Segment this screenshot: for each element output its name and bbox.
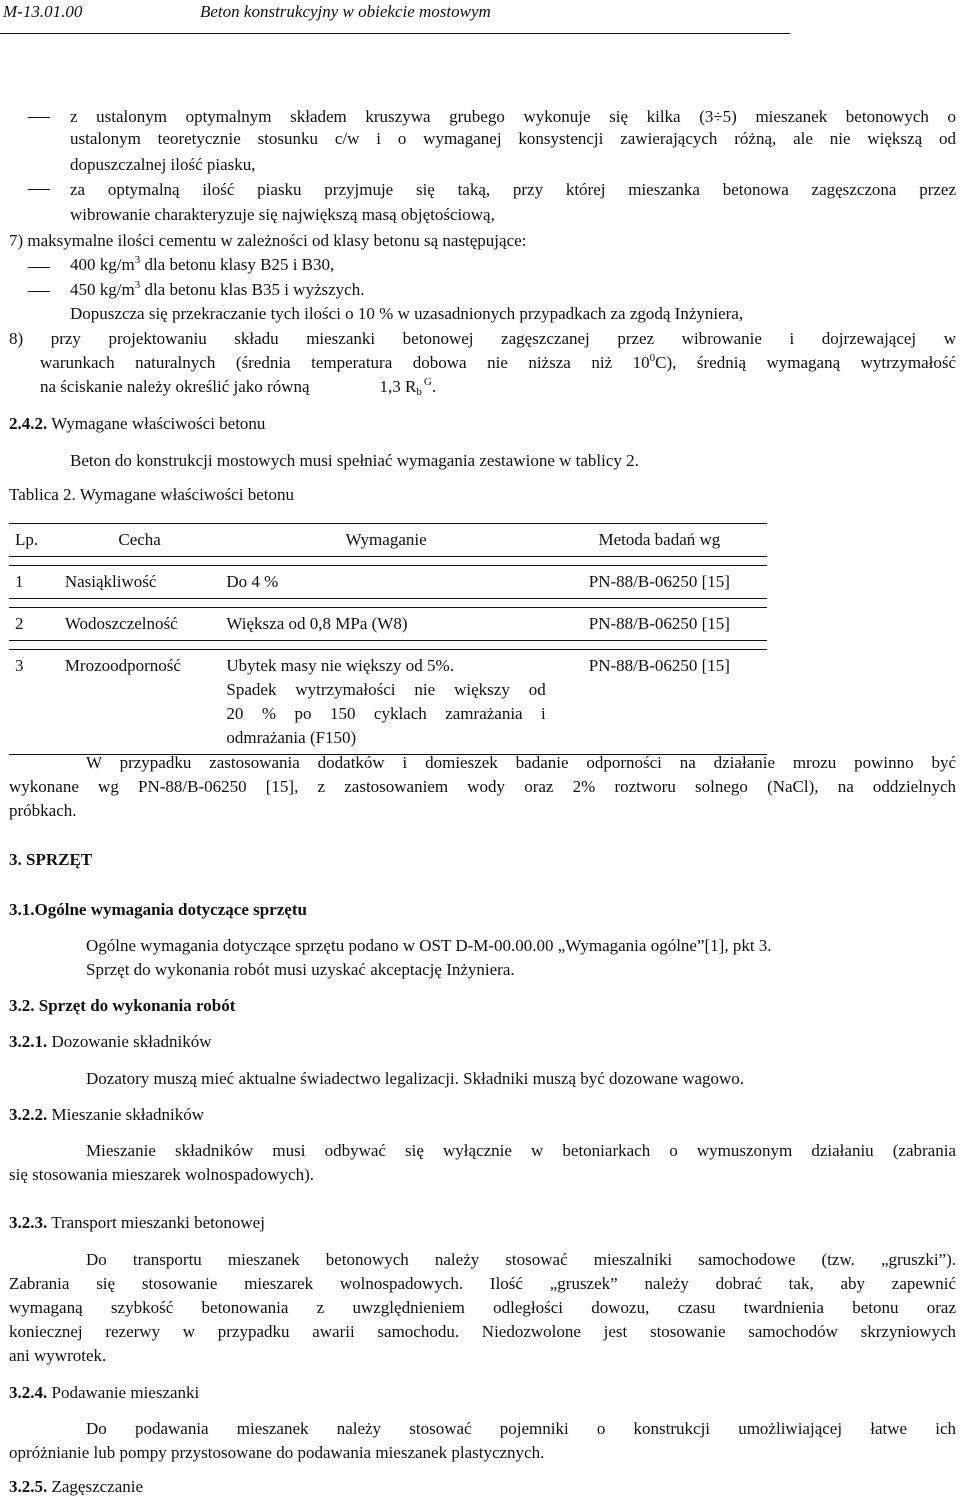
paragraph: Beton do konstrukcji mostowych musi spełniać wymagania zestawione w tablicy 2. (70, 451, 639, 470)
table-cell: PN-88/B-06250 [15] (552, 566, 767, 599)
table-cell: 1 (9, 566, 59, 599)
header-rule (0, 33, 790, 34)
paragraph: Zabrania się stosowanie mieszarek wolnospadowych. Ilość „gruszek” należy dobrać tak, aby zapewnić (9, 1274, 956, 1293)
table-row (9, 608, 767, 641)
section-heading-3: 3. SPRZĘT (9, 850, 93, 869)
requirements-table (9, 523, 767, 755)
section-heading-32: 3.2. Sprzęt do wykonania robót (9, 996, 236, 1015)
column-header: Lp. (9, 524, 59, 557)
list-item-8: 8) przy projektowaniu składu mieszanki betonowej zagęszczanej przez wibrowanie i dojrzewającej w (9, 329, 956, 348)
paragraph: Ogólne wymagania dotyczące sprzętu podano w OST D-M-00.00.00 „Wymagania ogólne”[1], pkt 3. (86, 936, 772, 955)
table-cell: 3 (9, 650, 59, 755)
paragraph: wykonane wg PN-88/B-06250 [15], z zastosowaniem wody oraz 2% roztworu solnego (NaCl), na oddzielnych (9, 777, 956, 796)
list-item-line: za optymalną ilość piasku przyjmuje się taką, przy której mieszanka betonowa zagęszczona przez (70, 180, 956, 199)
list-item-line: ustalonym teoretycznie stosunku c/w i o wymaganej konsystencji zawierających różną, ale nie większą od (70, 129, 956, 148)
paragraph: Dozatory muszą mieć aktualne świadectwo legalizacji. Składniki muszą być dozowane wagowo. (86, 1069, 745, 1088)
section-heading-324: 3.2.4. Podawanie mieszanki (9, 1383, 200, 1402)
paragraph: Do podawania mieszanek należy stosować pojemniki o konstrukcji umożliwiającej łatwe ich (86, 1419, 956, 1438)
section-heading-325: 3.2.5. Zagęszczanie (9, 1477, 144, 1496)
table-cell: Do 4 % (220, 566, 551, 599)
table-cell: Wodoszczelność (59, 608, 221, 641)
column-header: Metoda badań wg (552, 524, 767, 557)
table-cell: Nasiąkliwość (59, 566, 221, 599)
table-cell: PN-88/B-06250 [15] (552, 608, 767, 641)
section-heading-322: 3.2.2. Mieszanie składników (9, 1105, 204, 1124)
table-cell: 2 (9, 608, 59, 641)
table-cell: Większa od 0,8 MPa (W8) (220, 608, 551, 641)
table-caption: Tablica 2. Wymagane właściwości betonu (9, 485, 294, 504)
page-header (0, 0, 960, 40)
paragraph: próbkach. (9, 801, 77, 820)
section-heading-321: 3.2.1. Dozowanie składników (9, 1032, 212, 1051)
list-item-line: z ustalonym optymalnym składem kruszywa grubego wykonuje się kilka (3÷5) mieszanek betonowych o (70, 107, 956, 126)
section-heading-323: 3.2.3. Transport mieszanki betonowej (9, 1213, 265, 1232)
list-item-line: dopuszczalnej ilość piasku, (70, 155, 256, 174)
paragraph: wymaganą szybkość betonowania z uwzględnieniem odległości dowozu, czasu twardnienia betonu oraz (9, 1298, 956, 1317)
list-item-line: Dopuszcza się przekraczanie tych ilości o 10 % w uzasadnionych przypadkach za zgodą Inżyniera, (70, 304, 744, 323)
list-item-line: wibrowanie charakteryzuje się największą masą objętościową, (70, 205, 495, 224)
column-header: Wymaganie (220, 524, 551, 557)
document-code: M-13.01.00 (3, 2, 83, 21)
paragraph: koniecznej rezerwy w przypadku awarii samochodu. Niedozwolone jest stosowanie samochodów skrzyniowych (9, 1322, 956, 1341)
paragraph: Sprzęt do wykonania robót musi uzyskać akceptację Inżyniera. (86, 960, 515, 979)
dash-bullet (28, 291, 50, 292)
paragraph: Mieszanie składników musi odbywać się wyłącznie w betoniarkach o wymuszonym działaniu (zabrania (86, 1141, 956, 1160)
table-cell: Mrozoodporność (59, 650, 221, 755)
dash-bullet (28, 189, 50, 190)
list-item-line: na ściskanie należy określić jako równą 1,3 $R_b^G$. (40, 376, 437, 398)
table-row (9, 650, 767, 755)
list-item-line: warunkach naturalnych (średnia temperatura dobowa nie niższa niż $10^0C$), średnią wymaganą wytrzymałość (40, 352, 956, 372)
cell-line: 20 % po 150 cyklach zamrażania i (226, 704, 546, 723)
table-row (9, 566, 767, 599)
cell-line: Spadek wytrzymałości nie większy od (226, 680, 546, 699)
column-header: Cecha (59, 524, 221, 557)
paragraph: się stosowania mieszarek wolnospadowych). (9, 1165, 314, 1184)
section-heading-242: 2.4.2. Wymagane właściwości betonu (9, 414, 266, 433)
paragraph: Do transportu mieszanek betonowych należy stosować mieszalniki samochodowe (tzw. „gruszki”). (86, 1250, 956, 1269)
paragraph: W przypadku zastosowania dodatków i domieszek badanie odporności na działanie mrozu powinno być (86, 753, 956, 772)
cell-line: Ubytek masy nie większy od 5%. (226, 656, 454, 675)
dash-bullet (28, 267, 50, 268)
table-cell: PN-88/B-06250 [15] (552, 650, 767, 755)
list-item-line: 400 $kg/m^3$ dla betonu klasy B25 i B30, (70, 254, 335, 274)
list-item-line: 450 $kg/m^3$ dla betonu klas B35 i wyższych. (70, 279, 365, 299)
paragraph: opróżnianie lub pompy przystosowane do podawania mieszanek plastycznych. (9, 1443, 545, 1462)
section-heading-31: 3.1.Ogólne wymagania dotyczące sprzętu (9, 900, 307, 919)
table-cell (220, 650, 551, 755)
cell-line: odmrażania (F150) (226, 728, 357, 747)
table-header-row (9, 524, 767, 557)
dash-bullet (28, 117, 50, 118)
list-item-7: 7) maksymalne ilości cementu w zależności od klasy betonu są następujące: (9, 231, 527, 250)
document-title: Beton konstrukcyjny w obiekcie mostowym (200, 2, 491, 21)
paragraph: ani wywrotek. (9, 1346, 107, 1365)
